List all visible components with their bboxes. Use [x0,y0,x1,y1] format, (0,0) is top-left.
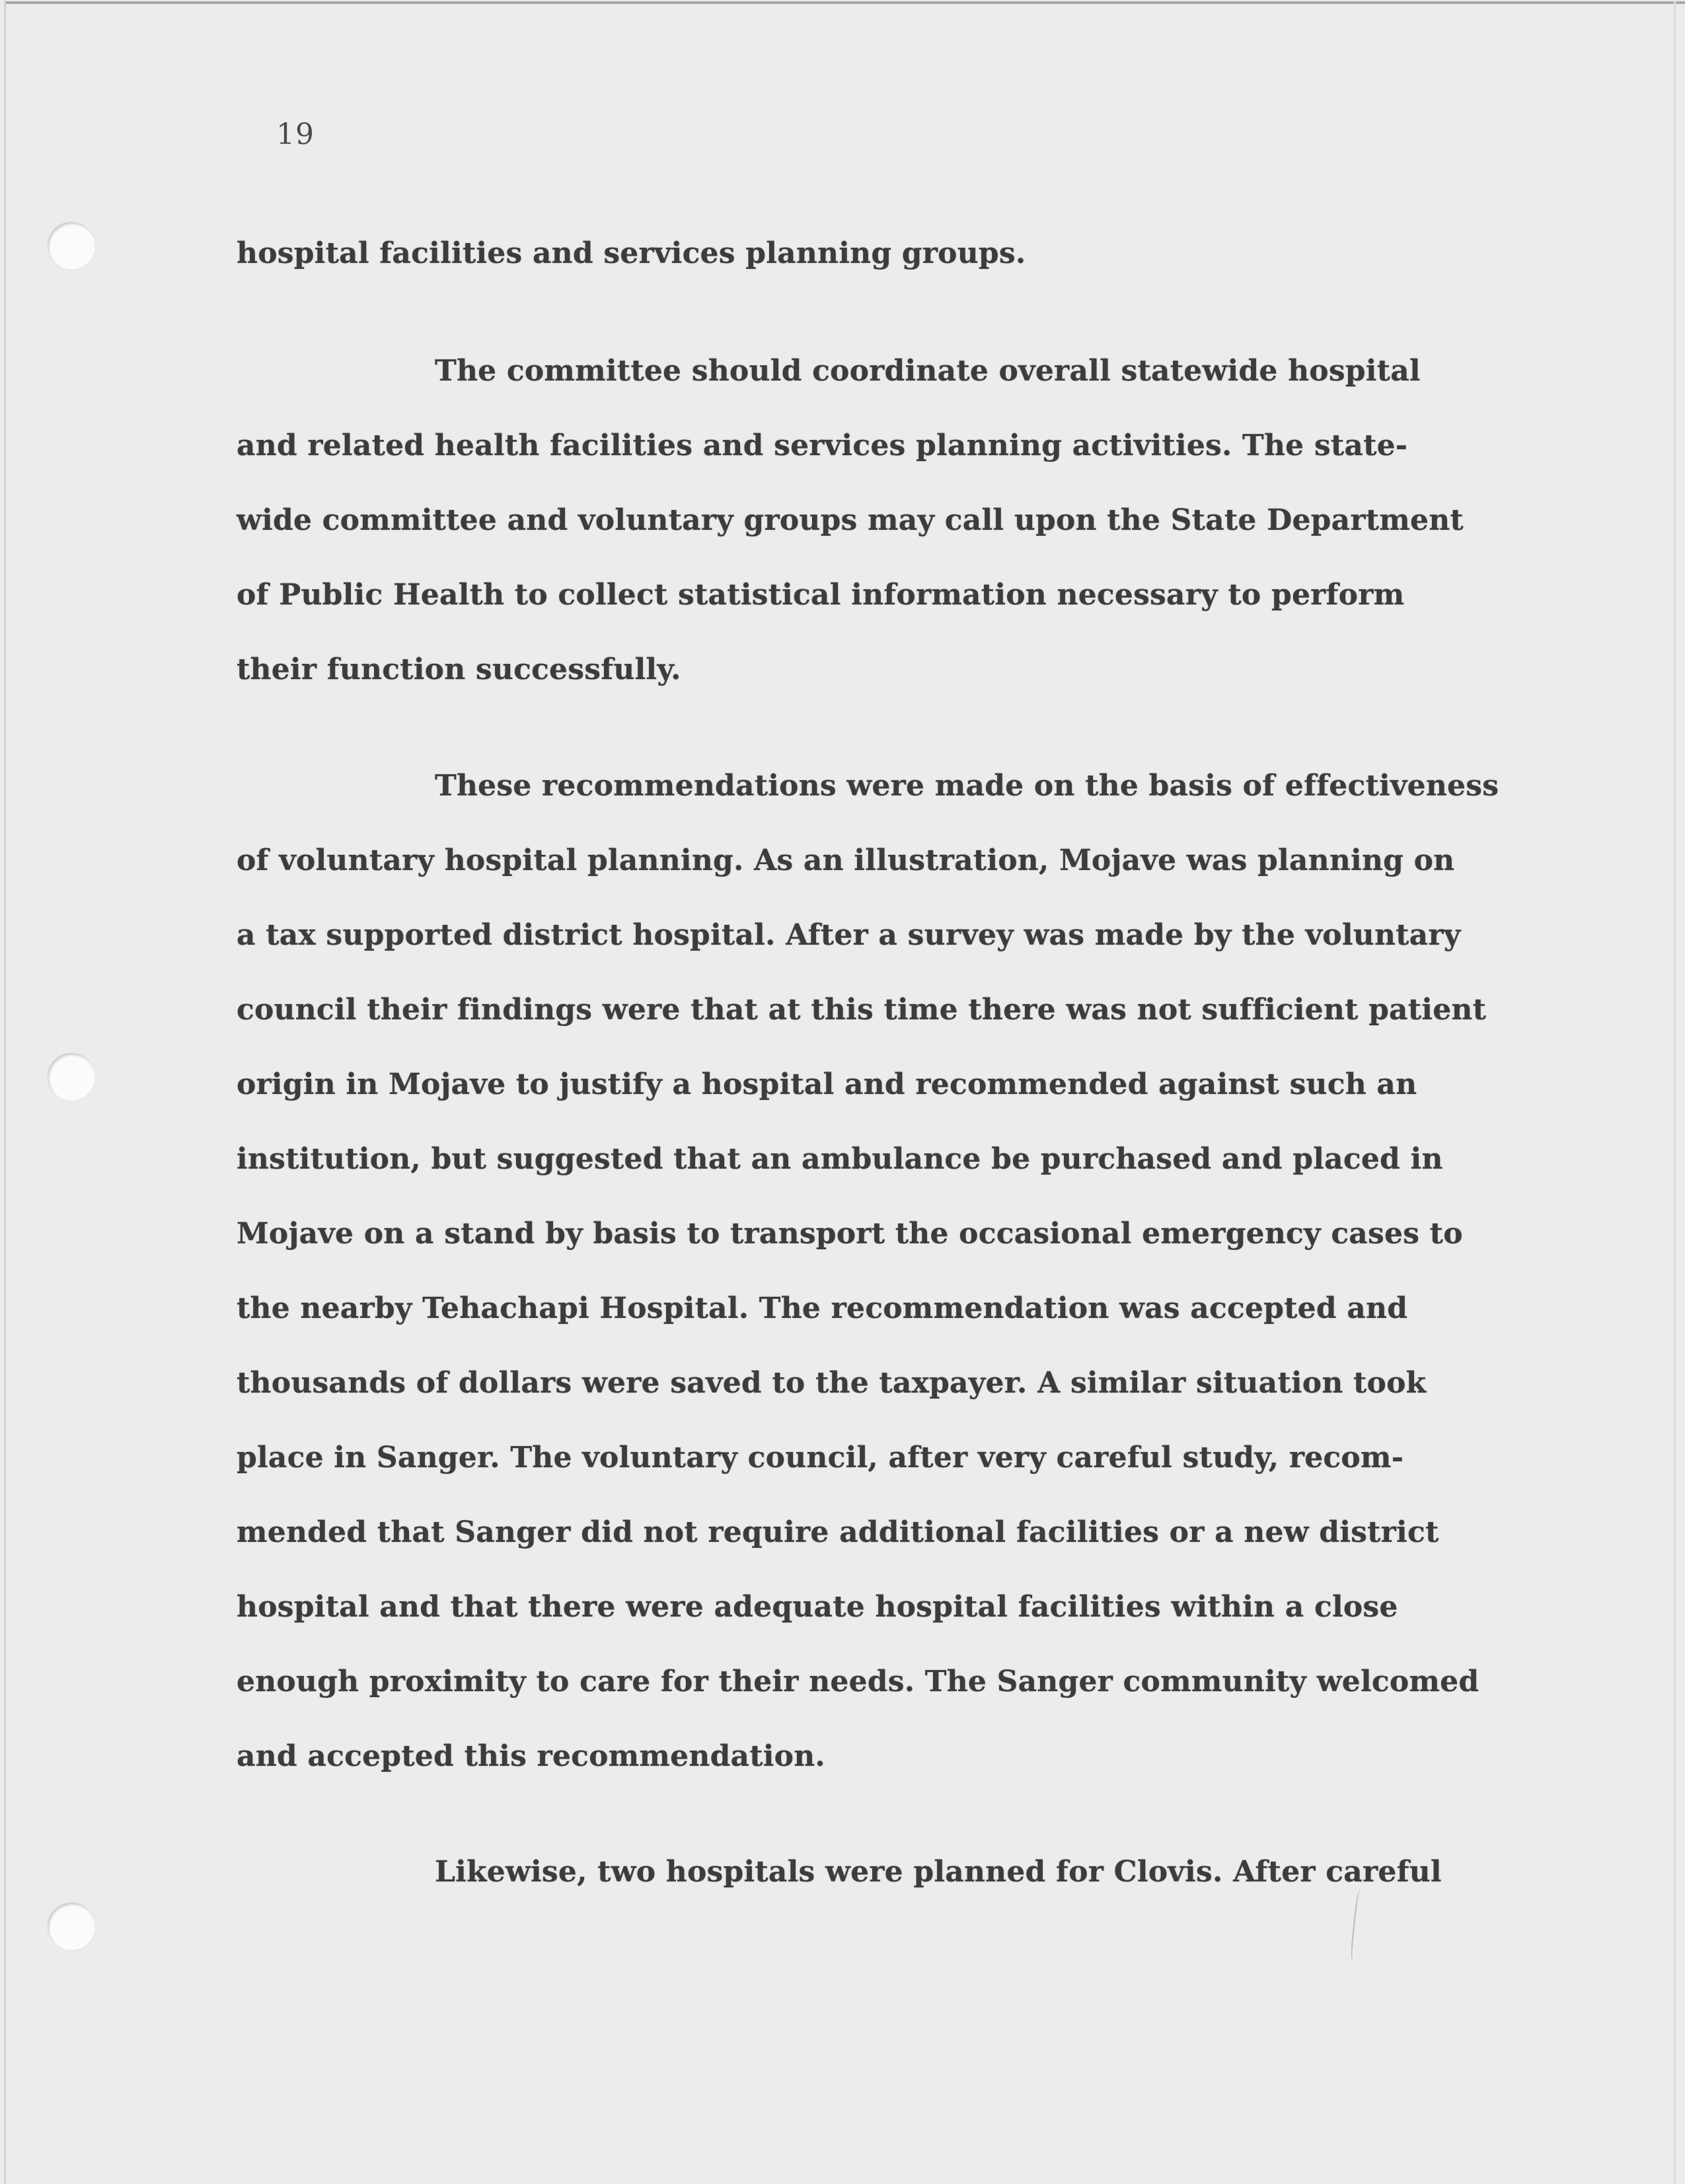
text-line: thousands of dollars were saved to the taxpayer. A similar situation took [237,1366,1427,1400]
text-line: a tax supported district hospital. After a survey was made by the voluntary [237,918,1461,952]
text-line: institution, but suggested that an ambulance be purchased and placed in [237,1142,1443,1176]
text-line: and accepted this recommendation. [237,1739,825,1773]
pencil-mark [1349,1889,1365,1963]
text-line: wide committee and voluntary groups may call upon the State Department [237,503,1464,537]
text-line: their function successfully. [237,653,681,686]
paper-edge-left [4,0,6,2184]
text-line: the nearby Tehachapi Hospital. The recommendation was accepted and [237,1292,1408,1325]
page-number: 19 [276,118,315,151]
text-line: hospital and that there were adequate hospital facilities within a close [237,1590,1398,1624]
text-line: place in Sanger. The voluntary council, after very careful study, recom- [237,1441,1404,1474]
text-line: enough proximity to care for their needs. The Sanger community welcomed [237,1665,1479,1698]
text-line: origin in Mojave to justify a hospital and recommended against such an [237,1068,1417,1101]
paragraph-start-line: These recommendations were made on the basis of effectiveness [435,769,1499,803]
text-line: of voluntary hospital planning. As an illustration, Mojave was planning on [237,844,1455,877]
paragraph-start-line: Likewise, two hospitals were planned for Clovis. After careful [435,1855,1442,1889]
text-line: and related health facilities and services planning activities. The state- [237,429,1408,462]
paper-edge-right [1674,0,1676,2184]
text-line: Mojave on a stand by basis to transport the occasional emergency cases to [237,1217,1463,1251]
paragraph-start-line: The committee should coordinate overall statewide hospital [435,354,1421,388]
text-line: mended that Sanger did not require additional facilities or a new district [237,1515,1439,1549]
punch-hole-icon [48,1903,95,1950]
punch-hole-icon [48,1053,95,1101]
paper-edge-top [5,1,1685,4]
punch-hole-icon [48,222,95,270]
text-line: council their findings were that at this time there was not sufficient patient [237,993,1487,1027]
text-line: hospital facilities and services planning groups. [237,237,1026,270]
text-line: of Public Health to collect statistical information necessary to perform [237,578,1405,612]
